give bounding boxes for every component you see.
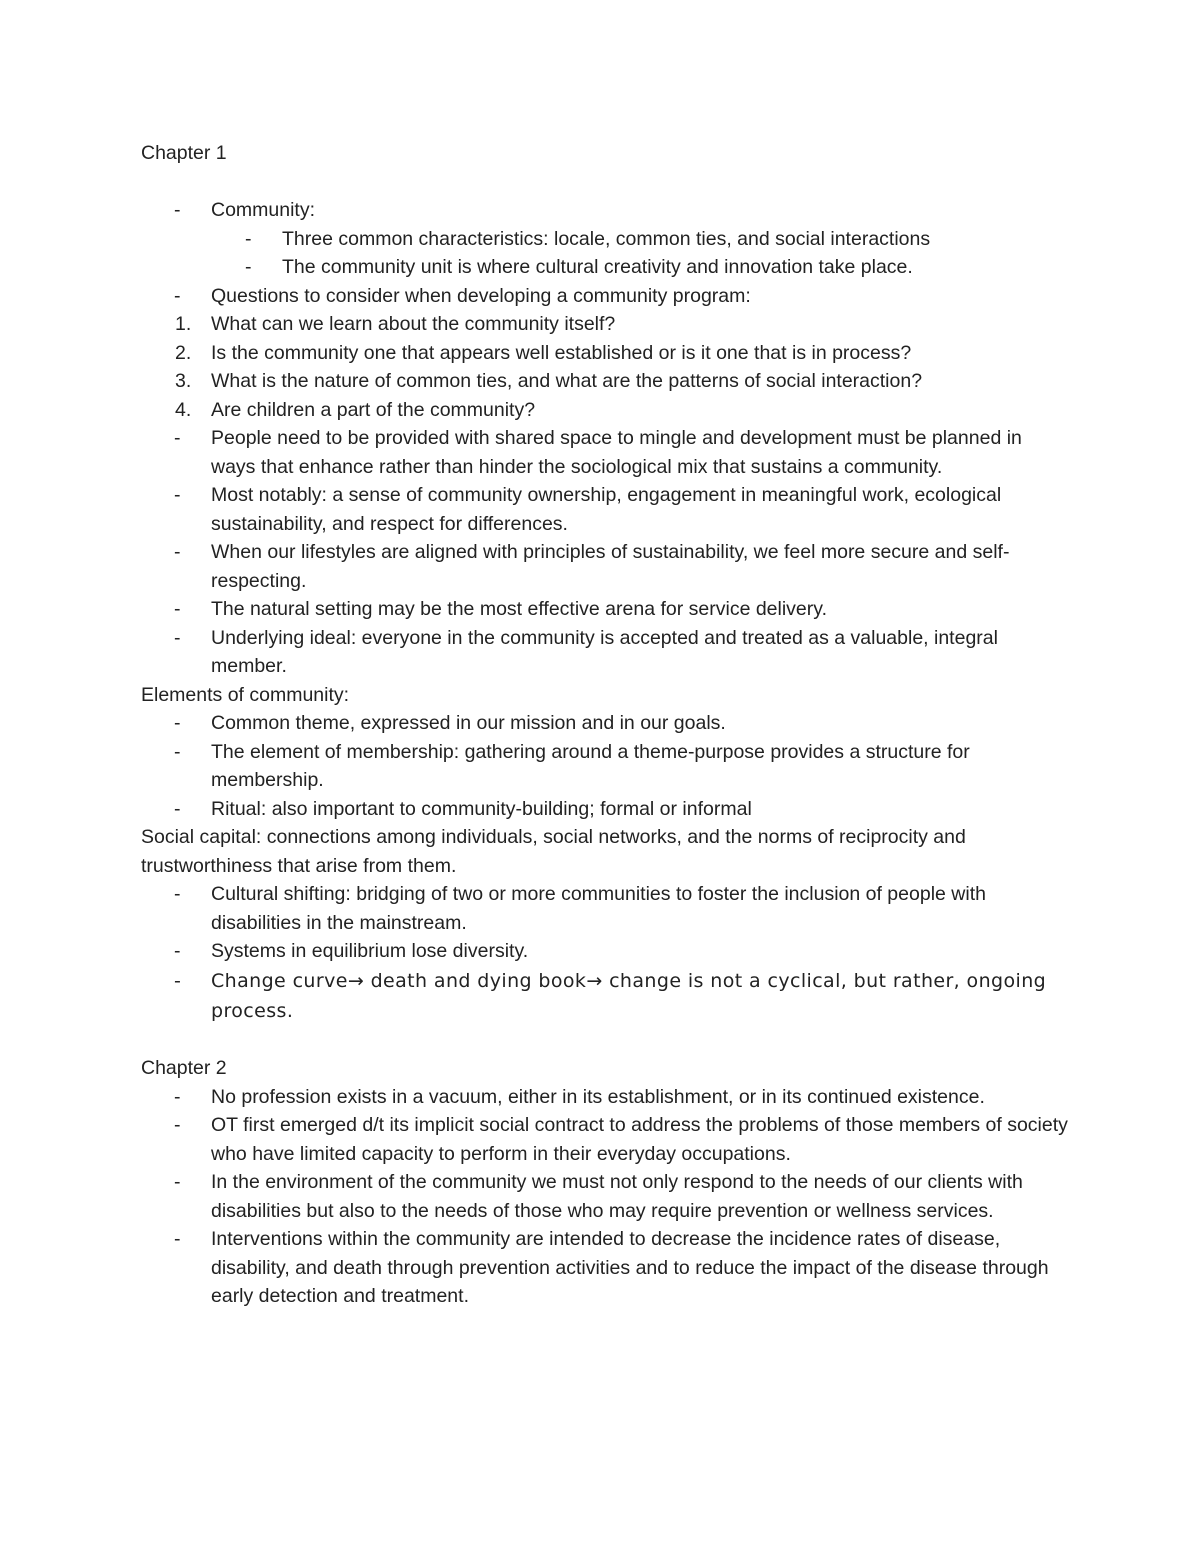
list-item-text: People need to be provided with shared space to mingle and development must be planned in ways that enhance rather than hinder the sociological mix that sustains a community. <box>211 427 1022 478</box>
list-item <box>141 481 1071 538</box>
bullet-dash: - <box>174 1228 181 1250</box>
numbered-item <box>141 339 1071 368</box>
item-number: 1. <box>175 313 192 335</box>
list-item-text: Cultural shifting: bridging of two or more communities to foster the inclusion of people with disabilities in the mainstream. <box>211 883 986 934</box>
list-item-text: OT first emerged d/t its implicit social contract to address the problems of those members of society who have limited capacity to perform in their everyday occupations. <box>211 1114 1068 1165</box>
document-page <box>141 139 1071 1311</box>
list-item-text: Interventions within the community are intended to decrease the incidence rates of disease, disability, and death through prevention activities and to reduce the impact of the disease through early detection and treatment. <box>211 1228 1049 1307</box>
list-item <box>141 709 1071 738</box>
list-item-text: In the environment of the community we must not only respond to the needs of our clients with disabilities but also to the needs of those who may require prevention or wellness services. <box>211 1171 1023 1222</box>
list-item-text: Systems in equilibrium lose diversity. <box>211 940 529 962</box>
list-item-text: The natural setting may be the most effective arena for service delivery. <box>211 598 827 620</box>
list-item-text: Ritual: also important to community-building; formal or informal <box>211 797 752 820</box>
bullet-dash: - <box>174 626 181 649</box>
list-item-questions <box>141 282 1071 311</box>
list-item-text: Underlying ideal: everyone in the community is accepted and treated as a valuable, integral member. <box>211 626 998 677</box>
list-item <box>141 880 1071 937</box>
spacer <box>141 168 1071 197</box>
list-item <box>141 966 1071 1026</box>
bullet-dash: - <box>174 940 181 962</box>
list-item <box>141 795 1071 824</box>
bullet-dash: - <box>174 740 181 763</box>
bullet-dash: - <box>174 484 181 506</box>
list-item-text: When our lifestyles are aligned with principles of sustainability, we feel more secure and self-respecting. <box>211 541 1010 592</box>
spacer <box>141 1026 1071 1055</box>
bullet-dash: - <box>174 284 181 307</box>
bullet-dash: - <box>174 1085 181 1108</box>
question-text: Is the community one that appears well established or is it one that is in process? <box>211 341 912 364</box>
bullet-dash: - <box>174 1114 181 1136</box>
list-item-text: The element of membership: gathering around a theme-purpose provides a structure for membership. <box>211 740 970 791</box>
list-item-text: No profession exists in a vacuum, either in its establishment, or in its continued existence. <box>211 1085 985 1108</box>
list-item <box>141 595 1071 624</box>
bullet-dash: - <box>174 598 181 620</box>
list-item <box>141 538 1071 595</box>
list-item <box>141 1111 1071 1168</box>
list-item-sub <box>141 253 1071 282</box>
list-item-text: Most notably: a sense of community ownership, engagement in meaningful work, ecological sustainability, and respect for differences. <box>211 484 1002 535</box>
bullet-dash: - <box>174 712 181 734</box>
elements-heading: Elements of community: <box>141 683 350 706</box>
chapter-2-title: Chapter 2 <box>141 1057 227 1079</box>
numbered-item <box>141 367 1071 396</box>
numbered-item <box>141 396 1071 425</box>
list-item-text: Change curve→ death and dying book→ change is not a cyclical, but rather, ongoing process. <box>211 969 1047 1022</box>
bullet-dash: - <box>174 541 181 563</box>
list-item <box>141 738 1071 795</box>
community-heading: Community: <box>211 199 316 221</box>
question-text: What is the nature of common ties, and what are the patterns of social interaction? <box>211 370 923 392</box>
list-item <box>141 1083 1071 1112</box>
bullet-dash: - <box>174 797 181 820</box>
bullet-dash: - <box>174 427 181 449</box>
list-item-text: Common theme, expressed in our mission and in our goals. <box>211 712 726 734</box>
list-item <box>141 1168 1071 1225</box>
list-item <box>141 1225 1071 1311</box>
list-item <box>141 624 1071 681</box>
bullet-dash: - <box>174 1171 181 1193</box>
social-capital-paragraph: Social capital: connections among individuals, social networks, and the norms of reciprocity and trustworthiness that arise from them. <box>141 826 966 877</box>
list-item <box>141 424 1071 481</box>
bullet-dash: - <box>245 256 252 278</box>
bullet-dash: - <box>174 883 181 905</box>
question-text: What can we learn about the community itself? <box>211 313 616 335</box>
bullet-dash: - <box>174 969 182 992</box>
sub-item-text: The community unit is where cultural creativity and innovation take place. <box>282 256 913 278</box>
sub-item-text: Three common characteristics: locale, common ties, and social interactions <box>282 227 931 250</box>
item-number: 3. <box>175 370 192 392</box>
question-text: Are children a part of the community? <box>211 398 536 421</box>
list-item-community <box>141 196 1071 225</box>
numbered-item <box>141 310 1071 339</box>
item-number: 4. <box>175 398 192 421</box>
questions-heading: Questions to consider when developing a community program: <box>211 284 751 307</box>
bullet-dash: - <box>245 227 252 250</box>
bullet-dash: - <box>174 199 181 221</box>
chapter-1-title: Chapter 1 <box>141 142 227 164</box>
list-item <box>141 937 1071 966</box>
item-number: 2. <box>175 341 192 364</box>
list-item-sub <box>141 225 1071 254</box>
